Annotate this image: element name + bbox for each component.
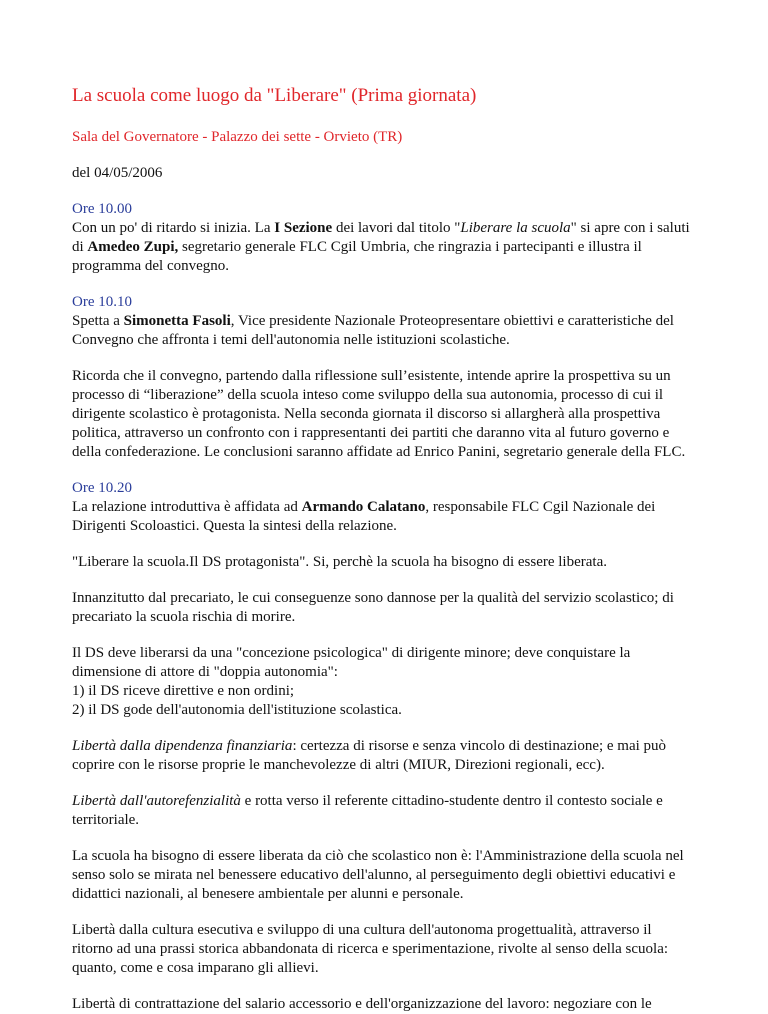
paragraph-contrattazione: Libertà di contrattazione del salario accessorio e dell'organizzazione del lavoro: negoziare con le [72, 996, 652, 1012]
paragraph-bisogno: La scuola ha bisogno di essere liberata da ciò che scolastico non è: l'Amministrazione della scuola nel senso solo se mirata nel benessere educativo dell'alunno, al perseguimento degli obiettivi educativi e didattici nazionali, al benesere ambientale per alunni e personale. [72, 848, 684, 902]
paragraph-innanzitutto: Innanzitutto dal precariato, le cui conseguenze sono dannose per la qualità del servizio scolastico; di precariato la scuola rischia di morire. [72, 590, 674, 625]
text-run: Con un po' di ritardo si inizia. La [72, 220, 275, 236]
list-item: 2) il DS gode dell'autonomia dell'istituzione scolastica. [72, 702, 402, 718]
date-line: del 04/05/2006 [72, 165, 163, 181]
section-1010 [72, 293, 696, 350]
paragraph-liberare: "Liberare la scuola.Il DS protagonista". Si, perchè la scuola ha bisogno di essere liberata. [72, 554, 607, 570]
text-run: e rotta verso il referente cittadino-studente dentro il contesto sociale e territoriale. [72, 793, 663, 828]
time-heading: Ore 10.00 [72, 201, 132, 217]
text-run: , responsabile FLC Cgil Nazionale dei Dirigenti Scoloastici. Questa la sintesi della relazione. [72, 499, 656, 534]
paragraph-autorefenzialita [72, 792, 696, 830]
section-1000 [72, 200, 696, 276]
text-run: La relazione introduttiva è affidata ad [72, 499, 302, 515]
bold-text: I Sezione [274, 220, 333, 236]
italic-text: Libertà dalla dipendenza finanziaria [72, 738, 293, 754]
section-text [72, 312, 696, 350]
italic-text: Liberare la scuola [460, 220, 571, 236]
time-heading: Ore 10.20 [72, 480, 132, 496]
text-run: , Vice presidente Nazionale Proteopresentare obiettivi e caratteristiche del Convegno che affronta i temi dell'autonomia nelle istituzioni scolastiche. [72, 313, 674, 348]
paragraph-cultura: Libertà dalla cultura esecutiva e sviluppo di una cultura dell'autonoma progettualità, attraverso il ritorno ad una prassi storica abbandonata di ricerca e sperimentazione, rivolte al senso della scuola: quanto, come e cosa imparano gli allievi. [72, 922, 669, 976]
italic-text: Libertà dall'autorefenzialità [72, 793, 241, 809]
bold-text: Armando Calatano [301, 499, 426, 515]
section-text [72, 219, 696, 276]
text-run: Spetta a [72, 313, 124, 329]
time-heading: Ore 10.10 [72, 294, 132, 310]
bold-text: Simonetta Fasoli [123, 313, 231, 329]
bold-text: Amedeo Zupi, [87, 239, 179, 255]
list-item: 1) il DS riceve direttive e non ordini; [72, 683, 295, 699]
ds-text: Il DS deve liberarsi da una "concezione psicologica" di dirigente minore; deve conquistare la dimensione di attore di "doppia autonomia": [72, 645, 631, 680]
text-run: " si apre con i saluti di [72, 220, 690, 255]
section-text [72, 498, 696, 536]
section-1020 [72, 479, 696, 536]
text-run: segretario generale FLC Cgil Umbria, che ringrazia i partecipanti e illustra il programma del convegno. [72, 239, 642, 274]
paragraph-ricorda: Ricorda che il convegno, partendo dalla riflessione sull’esistente, intende aprire la prospettiva su un processo di “liberazione” della scuola inteso come sviluppo della sua autonomia, processo di cui il dirigente scolastico è protagonista. Nella seconda giornata il discorso si allargherà alla prospettiva politica, attraverso un confronto con i rappresentanti dei partiti che daranno vita al futuro governo e della confederazione. Le conclusioni saranno affidate ad Enrico Panini, segretario generale della FLC. [72, 368, 686, 460]
text-run: : certezza di risorse e senza vincolo di destinazione; e mai può coprire con le risorse proprie le manchevolezze di altri (MIUR, Direzioni regionali, ecc). [72, 738, 667, 773]
text-run: dei lavori dal titolo " [332, 220, 461, 236]
location-line: Sala del Governatore - Palazzo dei sette - Orvieto (TR) [72, 129, 403, 145]
page-title: La scuola come luogo da "Liberare" (Prima giornata) [72, 85, 477, 106]
paragraph-ds [72, 644, 696, 720]
paragraph-finanziaria [72, 737, 696, 775]
